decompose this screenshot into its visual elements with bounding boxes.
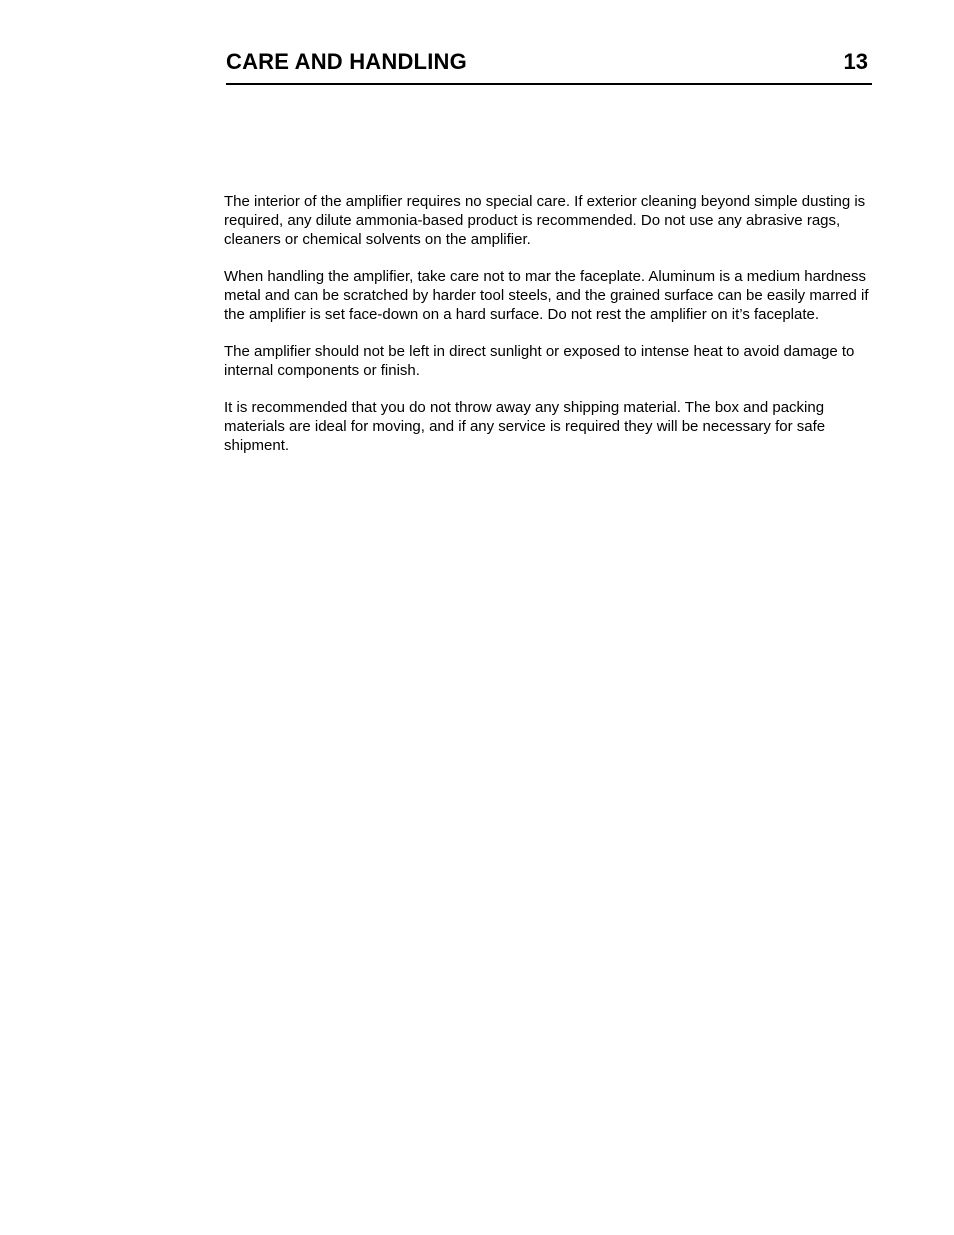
body-text <box>224 192 876 473</box>
paragraph-handling: When handling the amplifier, take care not to mar the faceplate. Aluminum is a medium hardness metal and can be scratched by harder tool steels, and the grained surface can be easily marred if the amplifier is set face-down on a hard surface. Do not rest the amplifier on it’s faceplate. <box>224 268 869 323</box>
paragraph-care: The interior of the amplifier requires no special care. If exterior cleaning beyond simple dusting is required, any dilute ammonia-based product is recommended. Do not use any abrasive rags, cleaners or chemical solvents on the amplifier. <box>224 193 866 248</box>
page-header <box>226 48 872 85</box>
page-title: CARE AND HANDLING <box>226 49 467 74</box>
paragraph-sunlight: The amplifier should not be left in direct sunlight or exposed to intense heat to avoid damage to internal components or finish. <box>224 343 855 379</box>
page-number: 13 <box>843 49 868 74</box>
paragraph-shipping: It is recommended that you do not throw away any shipping material. The box and packing materials are ideal for moving, and if any service is required they will be necessary for safe shipment. <box>224 399 826 454</box>
